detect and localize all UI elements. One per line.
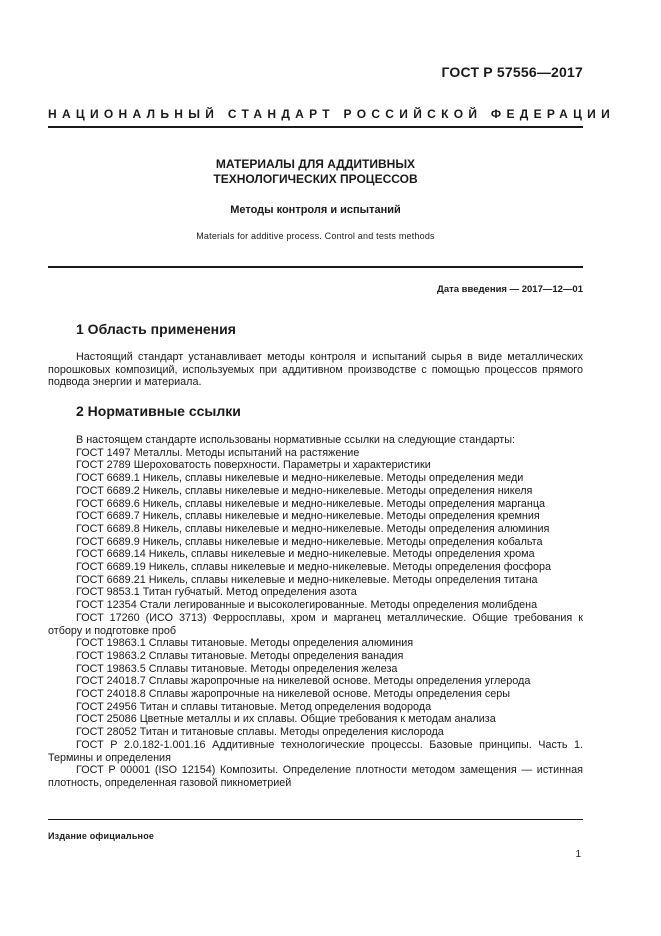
reference-item: ГОСТ Р 00001 (ISO 12154) Композиты. Определение плотности методом замещения — истинная <box>76 764 583 777</box>
reference-item: ГОСТ 6689.2 Никель, сплавы никелевые и медно-никелевые. Методы определения никеля <box>76 484 533 497</box>
section-2-body <box>48 434 583 790</box>
title-line-2: ТЕХНОЛОГИЧЕСКИХ ПРОЦЕССОВ <box>213 172 418 186</box>
reference-item: ГОСТ 24018.8 Сплавы жаропрочные на никелевой основе. Методы определения серы <box>76 688 511 701</box>
reference-item: ГОСТ 6689.21 Никель, сплавы никелевые и медно-никелевые. Методы определения титана <box>76 573 538 586</box>
reference-item: ГОСТ 6689.19 Никель, сплавы никелевые и медно-никелевые. Методы определения фосфора <box>76 561 551 574</box>
reference-item: ГОСТ 12354 Стали легированные и высоколегированные. Методы определения молибдена <box>76 599 538 612</box>
reference-item: ГОСТ 25086 Цветные металлы и их сплавы. Общие требования к методам анализа <box>76 713 496 726</box>
reference-item: ГОСТ 24956 Титан и сплавы титановые. Метод определения водорода <box>76 700 432 713</box>
top-divider <box>48 126 583 128</box>
introduction-date: Дата введения — 2017—12—01 <box>437 284 583 295</box>
national-standard-banner: НАЦИОНАЛЬНЫЙ СТАНДАРТ РОССИЙСКОЙ ФЕДЕРАЦИИ <box>48 107 616 121</box>
section-1-line: Настоящий стандарт устанавливает методы контроля и испытаний сырья в виде металлических <box>76 351 583 363</box>
official-edition-note: Издание официальное <box>48 831 155 841</box>
document-subtitle: Методы контроля и испытаний <box>230 204 401 216</box>
page-number: 1 <box>575 849 581 860</box>
reference-item: ГОСТ Р 2.0.182-1.001.16 Аддитивные технологические процессы. Базовые принципы. Часть 1. <box>76 738 583 751</box>
reference-item: ГОСТ 6689.1 Никель, сплавы никелевые и медно-никелевые. Методы определения меди <box>76 472 524 485</box>
reference-item: ГОСТ 19863.1 Сплавы титановые. Методы определения алюминия <box>76 637 414 650</box>
reference-item: ГОСТ 9853.1 Титан губчатый. Метод определения азота <box>76 586 357 599</box>
english-title: Materials for additive process. Control and tests methods <box>196 231 435 241</box>
reference-item: ГОСТ 1497 Металлы. Методы испытаний на растяжение <box>76 446 360 459</box>
reference-item: ГОСТ 28052 Титан и титановые сплавы. Методы определения кислорода <box>76 726 444 739</box>
reference-item: ГОСТ 2789 Шероховатость поверхности. Параметры и характеристики <box>76 459 431 472</box>
reference-item: ГОСТ 6689.7 Никель, сплавы никелевые и медно-никелевые. Методы определения кремния <box>76 510 540 523</box>
reference-item-continuation: Термины и определения <box>48 751 171 764</box>
reference-item: ГОСТ 19863.2 Сплавы титановые. Методы определения ванадия <box>76 649 404 662</box>
reference-item: ГОСТ 6689.6 Никель, сплавы никелевые и медно-никелевые. Методы определения марганца <box>76 497 546 510</box>
reference-item: ГОСТ 24018.7 Сплавы жаропрочные на никелевой основе. Методы определения углерода <box>76 675 531 688</box>
reference-item: ГОСТ 6689.9 Никель, сплавы никелевые и медно-никелевые. Методы определения кобальта <box>76 535 543 548</box>
reference-item-continuation: плотность, определенная газовой пикнометрией <box>48 776 292 789</box>
reference-item: ГОСТ 17260 (ИСО 3713) Ферросплавы, хром и марганец металлические. Общие требования к <box>76 611 583 624</box>
document-code: ГОСТ Р 57556—2017 <box>441 64 583 80</box>
section-1-line: порошковых композиций, используемых при аддитивном производстве с помощью процессов прямого <box>48 363 583 376</box>
document-title <box>48 157 583 187</box>
reference-item: ГОСТ 19863.5 Сплавы титановые. Методы определения железа <box>76 662 398 675</box>
reference-item: ГОСТ 6689.8 Никель, сплавы никелевые и медно-никелевые. Методы определения алюминия <box>76 522 550 535</box>
section-1-heading: 1 Область применения <box>76 321 236 337</box>
title-divider <box>48 266 583 268</box>
section-2-intro: В настоящем стандарте использованы нормативные ссылки на следующие стандарты: <box>76 434 515 446</box>
footer-divider <box>48 819 583 820</box>
reference-item: ГОСТ 6689.14 Никель, сплавы никелевые и медно-никелевые. Методы определения хрома <box>76 548 535 561</box>
reference-item-continuation: отбору и подготовке проб <box>48 624 177 637</box>
section-2-heading: 2 Нормативные ссылки <box>76 403 241 419</box>
section-1-line: подвода энергии и материала. <box>48 376 202 389</box>
title-line-1: МАТЕРИАЛЫ ДЛЯ АДДИТИВНЫХ <box>215 157 416 171</box>
section-1-body <box>48 351 583 389</box>
